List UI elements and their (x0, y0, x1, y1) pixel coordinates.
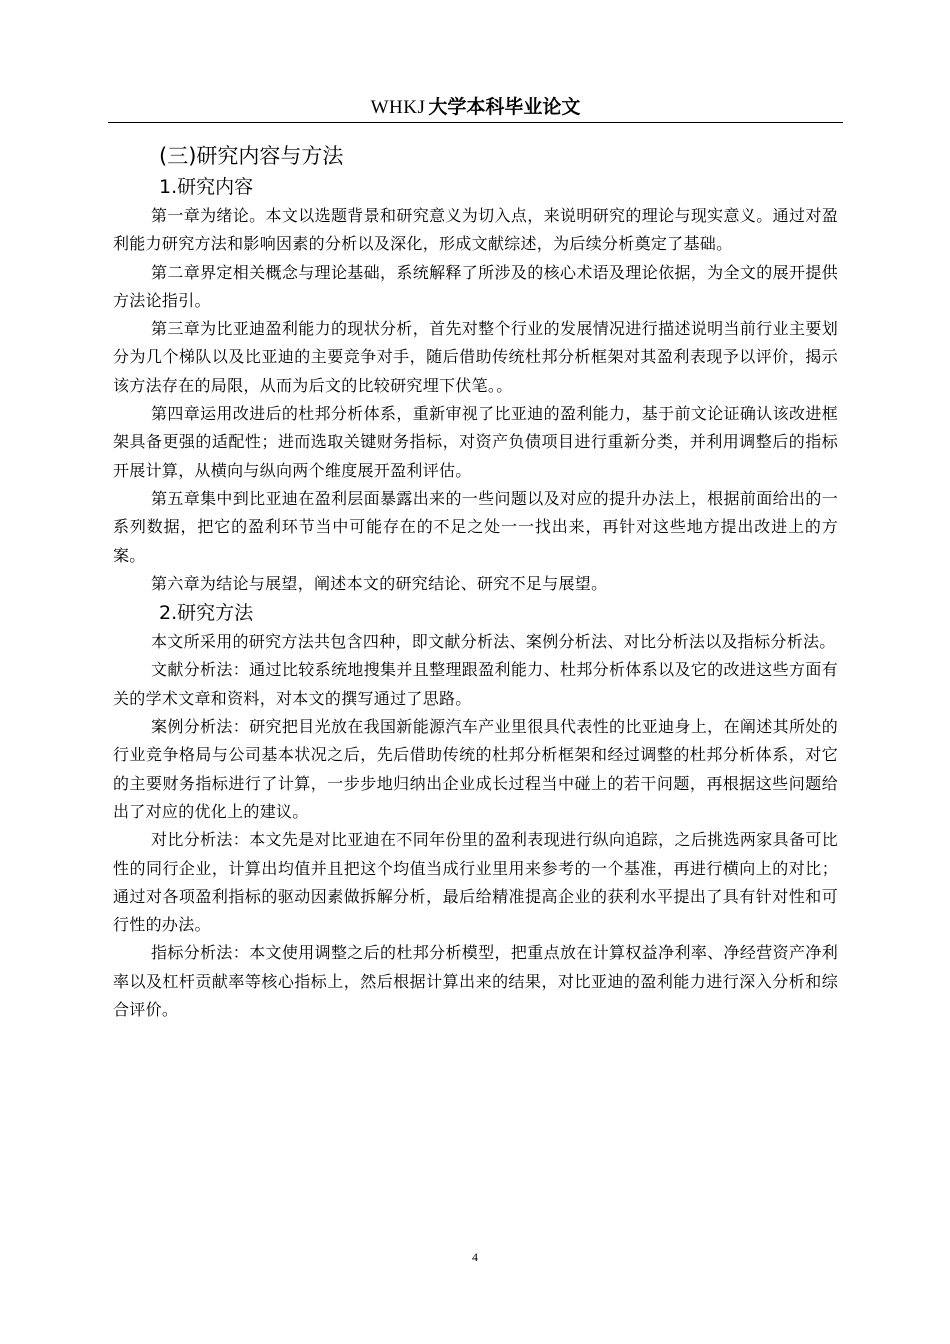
paragraph-chapter-4: 第四章运用改进后的杜邦分析体系，重新审视了比亚迪的盈利能力，基于前文论证确认该改进框架具备更强的适配性；进而选取关键财务指标，对资产负债项目进行重新分类，并利用调整后的指标开展计算，从横向与纵向两个维度展开盈利评估。 (113, 404, 838, 480)
section-heading: (三)研究内容与方法 (159, 144, 344, 168)
page-header (108, 92, 843, 122)
header-title: 大学本科毕业论文 (428, 96, 581, 118)
subsection-heading-content: 1.研究内容 (159, 176, 254, 198)
paragraph-methods-overview: 本文所采用的研究方法共包含四种，即文献分析法、案例分析法、对比分析法以及指标分析法。 (151, 632, 836, 652)
paragraph-chapter-3: 第三章为比亚迪盈利能力的现状分析，首先对整个行业的发展情况进行描述说明当前行业主要划分为几个梯队以及比亚迪的主要竞争对手，随后借助传统杜邦分析框架对其盈利表现予以评价，揭示该方法存在的局限，从而为后文的比较研究埋下伏笔。。 (113, 319, 838, 395)
paragraph-comparison-method: 对比分析法：本文先是对比亚迪在不同年份里的盈利表现进行纵向追踪，之后挑选两家具备可比性的同行企业，计算出均值并且把这个均值当成行业里用来参考的一个基准，再进行横向上的对比；通过对各项盈利指标的驱动因素做拆解分析，最后给精准提高企业的获利水平提出了具有针对性和可行性的办法。 (113, 830, 838, 935)
subsection-heading-methods: 2.研究方法 (159, 602, 254, 625)
paragraph-chapter-5: 第五章集中到比亚迪在盈利层面暴露出来的一些问题以及对应的提升办法上，根据前面给出的一系列数据，把它的盈利环节当中可能存在的不足之处一一找出来，再针对这些地方提出改进上的方案。 (113, 488, 838, 565)
paragraph-chapter-6: 第六章为结论与展望，阐述本文的研究结论、研究不足与展望。 (151, 573, 608, 593)
paragraph-chapter-1: 第一章为绪论。本文以选题背景和研究意义为切入点，来说明研究的理论与现实意义。通过对盈利能力研究方法和影响因素的分析以及深化，形成文献综述，为后续分析奠定了基础。 (113, 206, 838, 254)
page-number: 4 (472, 1250, 478, 1264)
header-rule (108, 122, 843, 123)
paragraph-literature-method: 文献分析法：通过比较系统地搜集并且整理跟盈利能力、杜邦分析体系以及它的改进这些方面有关的学术文章和资料，对本文的撰写通过了思路。 (113, 660, 838, 708)
header-latin: WHKJ (370, 97, 426, 118)
page-body (113, 140, 838, 1024)
paragraph-chapter-2: 第二章界定相关概念与理论基础，系统解释了所涉及的核心术语及理论依据，为全文的展开提供方法论指引。 (113, 262, 838, 310)
paragraph-indicator-method: 指标分析法：本文使用调整之后的杜邦分析模型，把重点放在计算权益净利率、净经营资产净利率以及杠杆贡献率等核心指标上，然后根据计算出来的结果，对比亚迪的盈利能力进行深入分析和综合评价。 (113, 943, 838, 1020)
paragraph-case-method: 案例分析法：研究把目光放在我国新能源汽车产业里很具代表性的比亚迪身上，在阐述其所处的行业竞争格局与公司基本状况之后，先后借助传统的杜邦分析框架和经过调整的杜邦分析体系，对它的主要财务指标进行了计算，一步步地归纳出企业成长过程当中碰上的若干问题，再根据这些问题给出了对应的优化上的建议。 (113, 717, 838, 821)
